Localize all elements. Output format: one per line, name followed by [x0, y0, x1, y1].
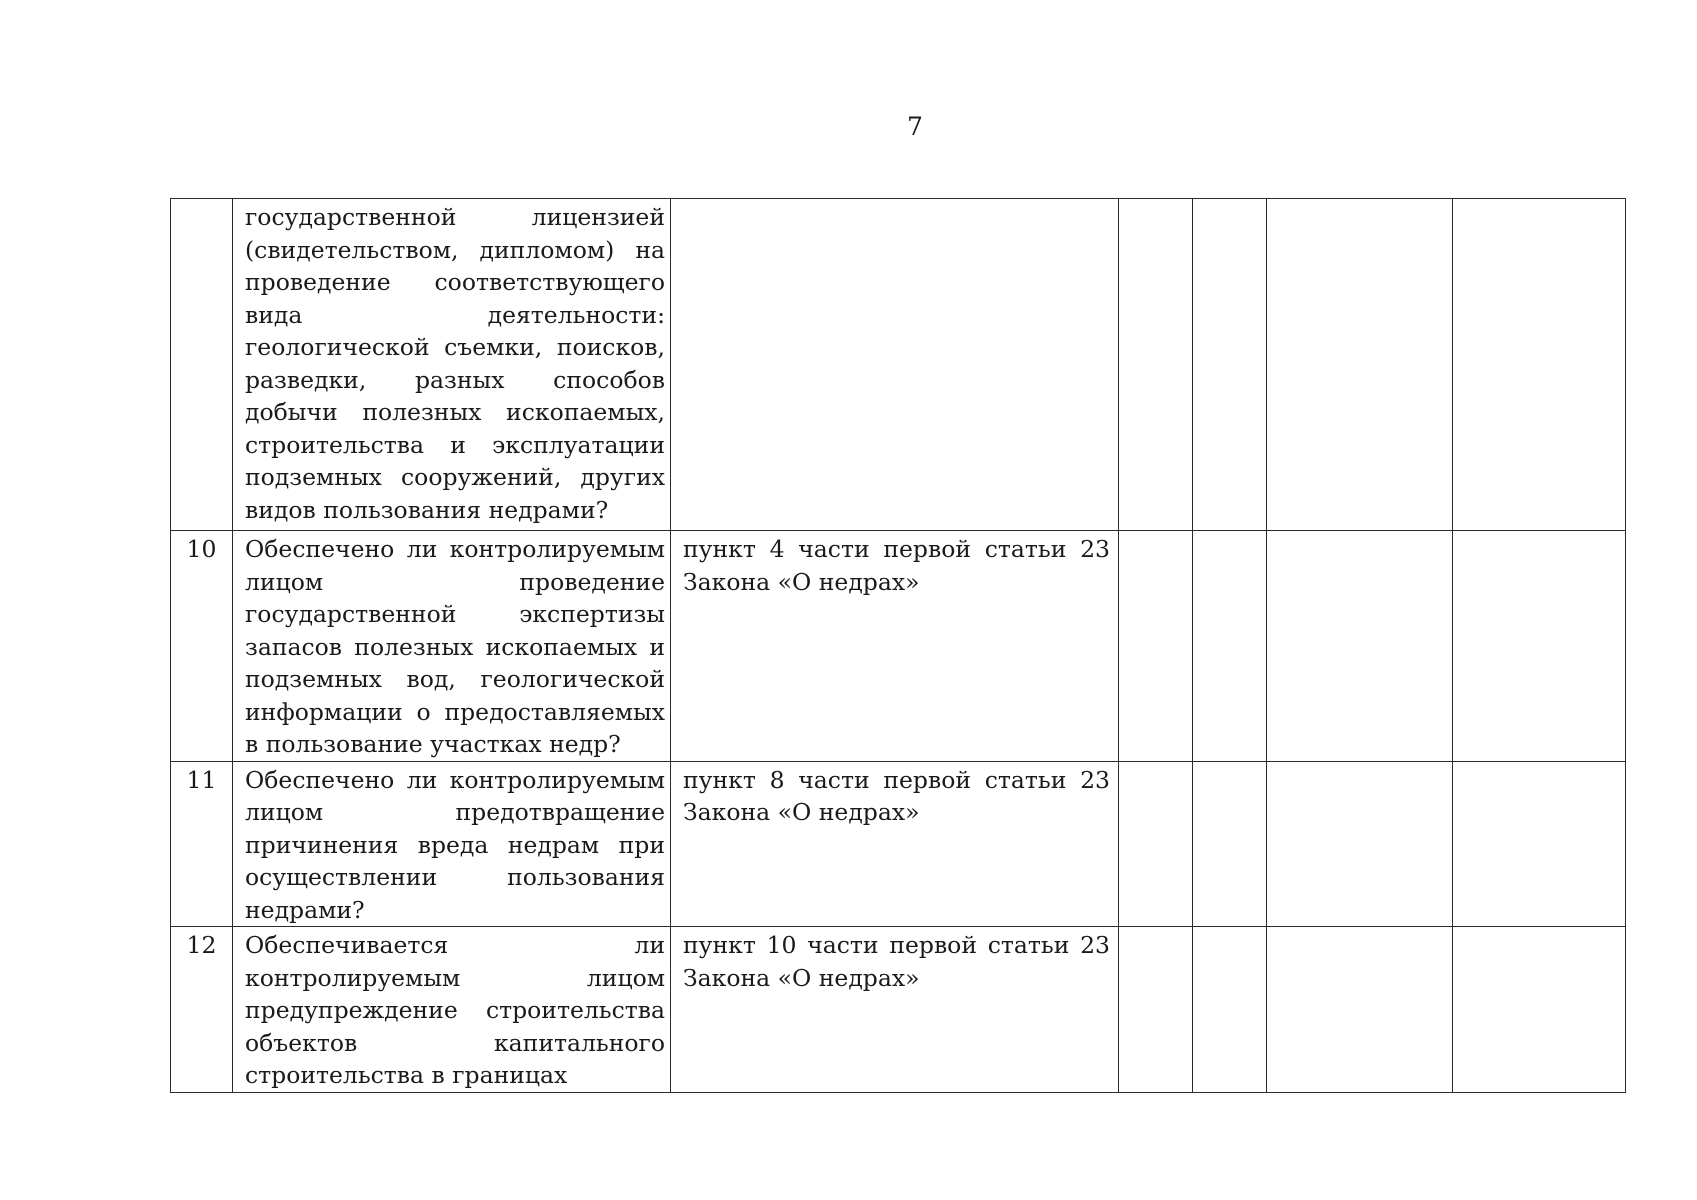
- table-row: [171, 927, 1626, 1093]
- answer-cell: [1193, 927, 1267, 1093]
- answer-cell: [1193, 199, 1267, 531]
- checklist-table: [170, 198, 1626, 1093]
- answer-cell: [1267, 761, 1453, 927]
- question-cell: Обеспечено ли контролируемым лицом проведение государственной экспертизы запасов полезных ископаемых и подземных вод, геологической информации о предоставляемых в пользование участках недр?: [233, 531, 671, 762]
- question-cell: Обеспечено ли контролируемым лицом предотвращение причинения вреда недрам при осуществлении пользования недрами?: [233, 761, 671, 927]
- answer-cell: [1267, 531, 1453, 762]
- page-number: 7: [907, 112, 923, 141]
- question-cell: Обеспечивается ли контролируемым лицом предупреждение строительства объектов капитального строительства в границах: [233, 927, 671, 1093]
- table-row: [171, 761, 1626, 927]
- row-number: [171, 199, 233, 531]
- answer-cell: [1453, 761, 1626, 927]
- answer-cell: [1453, 927, 1626, 1093]
- row-number: 10: [171, 531, 233, 762]
- legal-basis-cell: пункт 8 части первой статьи 23 Закона «О недрах»: [671, 761, 1119, 927]
- answer-cell: [1267, 199, 1453, 531]
- answer-cell: [1193, 531, 1267, 762]
- legal-basis-cell: [671, 199, 1119, 531]
- legal-basis-cell: пункт 4 части первой статьи 23 Закона «О недрах»: [671, 531, 1119, 762]
- table-row: [171, 531, 1626, 762]
- table-row: [171, 199, 1626, 531]
- answer-cell: [1119, 199, 1193, 531]
- legal-basis-cell: пункт 10 части первой статьи 23 Закона «О недрах»: [671, 927, 1119, 1093]
- answer-cell: [1119, 761, 1193, 927]
- answer-cell: [1193, 761, 1267, 927]
- answer-cell: [1453, 531, 1626, 762]
- answer-cell: [1119, 927, 1193, 1093]
- answer-cell: [1267, 927, 1453, 1093]
- row-number: 12: [171, 927, 233, 1093]
- answer-cell: [1453, 199, 1626, 531]
- row-number: 11: [171, 761, 233, 927]
- answer-cell: [1119, 531, 1193, 762]
- question-cell: государственной лицензией (свидетельством, дипломом) на проведение соответствующего вида деятельности: геологической съемки, поисков, разведки, разных способов добычи полезных ископаемых, строительства и эксплуатации подземных сооружений, других видов пользования недрами?: [233, 199, 671, 531]
